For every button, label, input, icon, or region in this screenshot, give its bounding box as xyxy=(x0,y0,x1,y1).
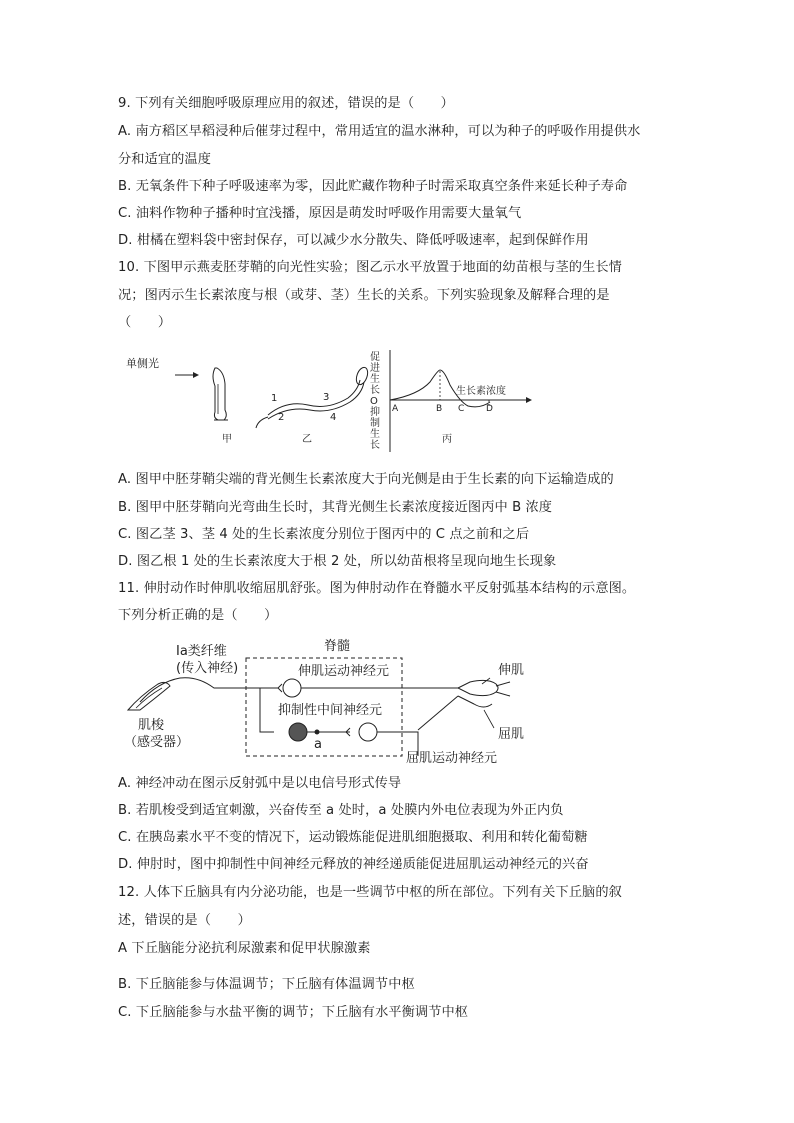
q10-stem-line2: 况；图丙示生长素浓度与根（或芽、茎）生长的关系。下列实验现象及解释合理的是 xyxy=(118,288,610,303)
yaxis-label xyxy=(370,351,380,451)
interneuron-body xyxy=(289,723,307,741)
label-4: 4 xyxy=(330,412,337,423)
q10-option-b: B. 图甲中胚芽鞘向光弯曲生长时，其背光侧生长素浓度接近图丙中 B 浓度 xyxy=(118,500,553,515)
point-d: D xyxy=(486,404,493,414)
xaxis-label: 生长素浓度 xyxy=(456,386,506,397)
q10-stem-line3: （ ） xyxy=(118,315,172,330)
label-2: 2 xyxy=(278,412,285,423)
q11-stem-line1: 11. 伸肘动作时伸肌收缩屈肌舒张。图为伸肘动作在脊髓水平反射弧基本结构的示意图。 xyxy=(118,581,636,596)
q9-option-a: A. 南方稻区早稻浸种后催芽过程中，常用适宜的温水淋种，可以为种子的呼吸作用提供水 xyxy=(118,124,641,139)
interneuron-label: 抑制性中间神经元 xyxy=(278,703,383,718)
label-1: 1 xyxy=(271,393,278,404)
fiber-label: Ⅰa类纤维 xyxy=(176,644,227,659)
q12-stem-line1: 12. 人体下丘脑具有内分泌功能，也是一些调节中枢的所在部位。下列有关下丘脑的叙 xyxy=(118,885,622,900)
label-bing: 丙 xyxy=(442,434,452,445)
q9-option-a-cont: 分和适宜的温度 xyxy=(118,152,212,167)
q9-option-c: C. 油料作物种子播种时宜浅播，原因是萌发时呼吸作用需要大量氧气 xyxy=(118,206,522,221)
q12-stem-line2: 述，错误的是（ ） xyxy=(118,913,251,928)
q9-stem: 9. 下列有关细胞呼吸原理应用的叙述，错误的是（ ） xyxy=(118,96,454,111)
label-yi: 乙 xyxy=(302,434,312,445)
extensor-neuron-body xyxy=(283,679,301,697)
svg-text:抑: 抑 xyxy=(370,407,380,418)
extensor-label: 伸肌 xyxy=(498,663,525,678)
spinal-cord-label: 脊髓 xyxy=(324,639,351,654)
q11-option-a: A. 神经冲动在图示反射弧中是以电信号形式传导 xyxy=(118,776,402,791)
receptor-label: （感受器） xyxy=(124,735,190,750)
q10-stem-line1: 10. 下图甲示燕麦胚芽鞘的向光性实验；图乙示水平放置于地面的幼苗根与茎的生长情 xyxy=(118,260,622,275)
q12-option-c: C. 下丘脑能参与水盐平衡的调节；下丘脑有水平衡调节中枢 xyxy=(118,1005,469,1020)
extensor-neuron-label: 伸肌运动神经元 xyxy=(298,664,390,679)
q10-option-a: A. 图甲中胚芽鞘尖端的背光侧生长素浓度大于向光侧是由于生长素的向下运输造成的 xyxy=(118,472,614,487)
x-axis-arrow xyxy=(526,397,532,403)
afferent-label: (传入神经) xyxy=(176,661,239,676)
q11-option-b: B. 若肌梭受到适宜刺激，兴奋传至 a 处时，a 处膜内外电位表现为外正内负 xyxy=(118,803,564,818)
q9-option-b: B. 无氧条件下种子呼吸速率为零，因此贮藏作物种子时需采取真空条件来延长种子寿命 xyxy=(118,179,628,194)
spindle-label: 肌梭 xyxy=(138,718,165,733)
q11-option-c: C. 在胰岛素水平不变的情况下，运动锻炼能促进肌细胞摄取、利用和转化葡萄糖 xyxy=(118,830,588,845)
svg-text:生: 生 xyxy=(370,374,380,385)
flexor-neuron-body xyxy=(359,723,377,741)
flexor-label: 屈肌 xyxy=(498,727,525,742)
q10-option-d: D. 图乙根 1 处的生长素浓度大于根 2 处，所以幼苗根将呈现向地生长现象 xyxy=(118,554,557,569)
q11-stem-line2: 下列分析正确的是（ ） xyxy=(118,608,278,623)
q12-option-b: B. 下丘脑能参与体温调节；下丘脑有体温调节中枢 xyxy=(118,977,415,992)
label-3: 3 xyxy=(323,392,330,403)
svg-text:生: 生 xyxy=(370,429,380,440)
svg-text:进: 进 xyxy=(370,363,380,374)
coleoptile-jia xyxy=(213,368,228,420)
svg-text:长: 长 xyxy=(370,385,380,396)
svg-text:促: 促 xyxy=(370,352,380,363)
q10-option-c: C. 图乙茎 3、茎 4 处的生长素浓度分别位于图丙中的 C 点之前和之后 xyxy=(118,527,530,542)
svg-text:长: 长 xyxy=(370,440,380,451)
flexor-neuron-label: 屈肌运动神经元 xyxy=(406,751,498,766)
light-label: 单侧光 xyxy=(126,357,159,370)
q9-option-d: D. 柑橘在塑料袋中密封保存，可以减少水分散失、降低呼吸速率，起到保鲜作用 xyxy=(118,233,589,248)
point-c: C xyxy=(458,404,465,414)
point-a-label: a xyxy=(314,737,322,752)
q12-option-a: A 下丘脑能分泌抗利尿激素和促甲状腺激素 xyxy=(118,941,371,956)
svg-text:O: O xyxy=(370,396,378,407)
label-jia: 甲 xyxy=(222,434,232,445)
light-arrowhead xyxy=(193,372,199,378)
q10-figure xyxy=(118,340,538,455)
q11-figure xyxy=(118,630,538,770)
muscle-group xyxy=(458,680,498,695)
point-b: B xyxy=(436,404,443,414)
svg-text:制: 制 xyxy=(370,418,380,429)
point-a: A xyxy=(392,404,399,414)
q11-option-d: D. 伸肘时，图中抑制性中间神经元释放的神经递质能促进屈肌运动神经元的兴奋 xyxy=(118,857,589,872)
